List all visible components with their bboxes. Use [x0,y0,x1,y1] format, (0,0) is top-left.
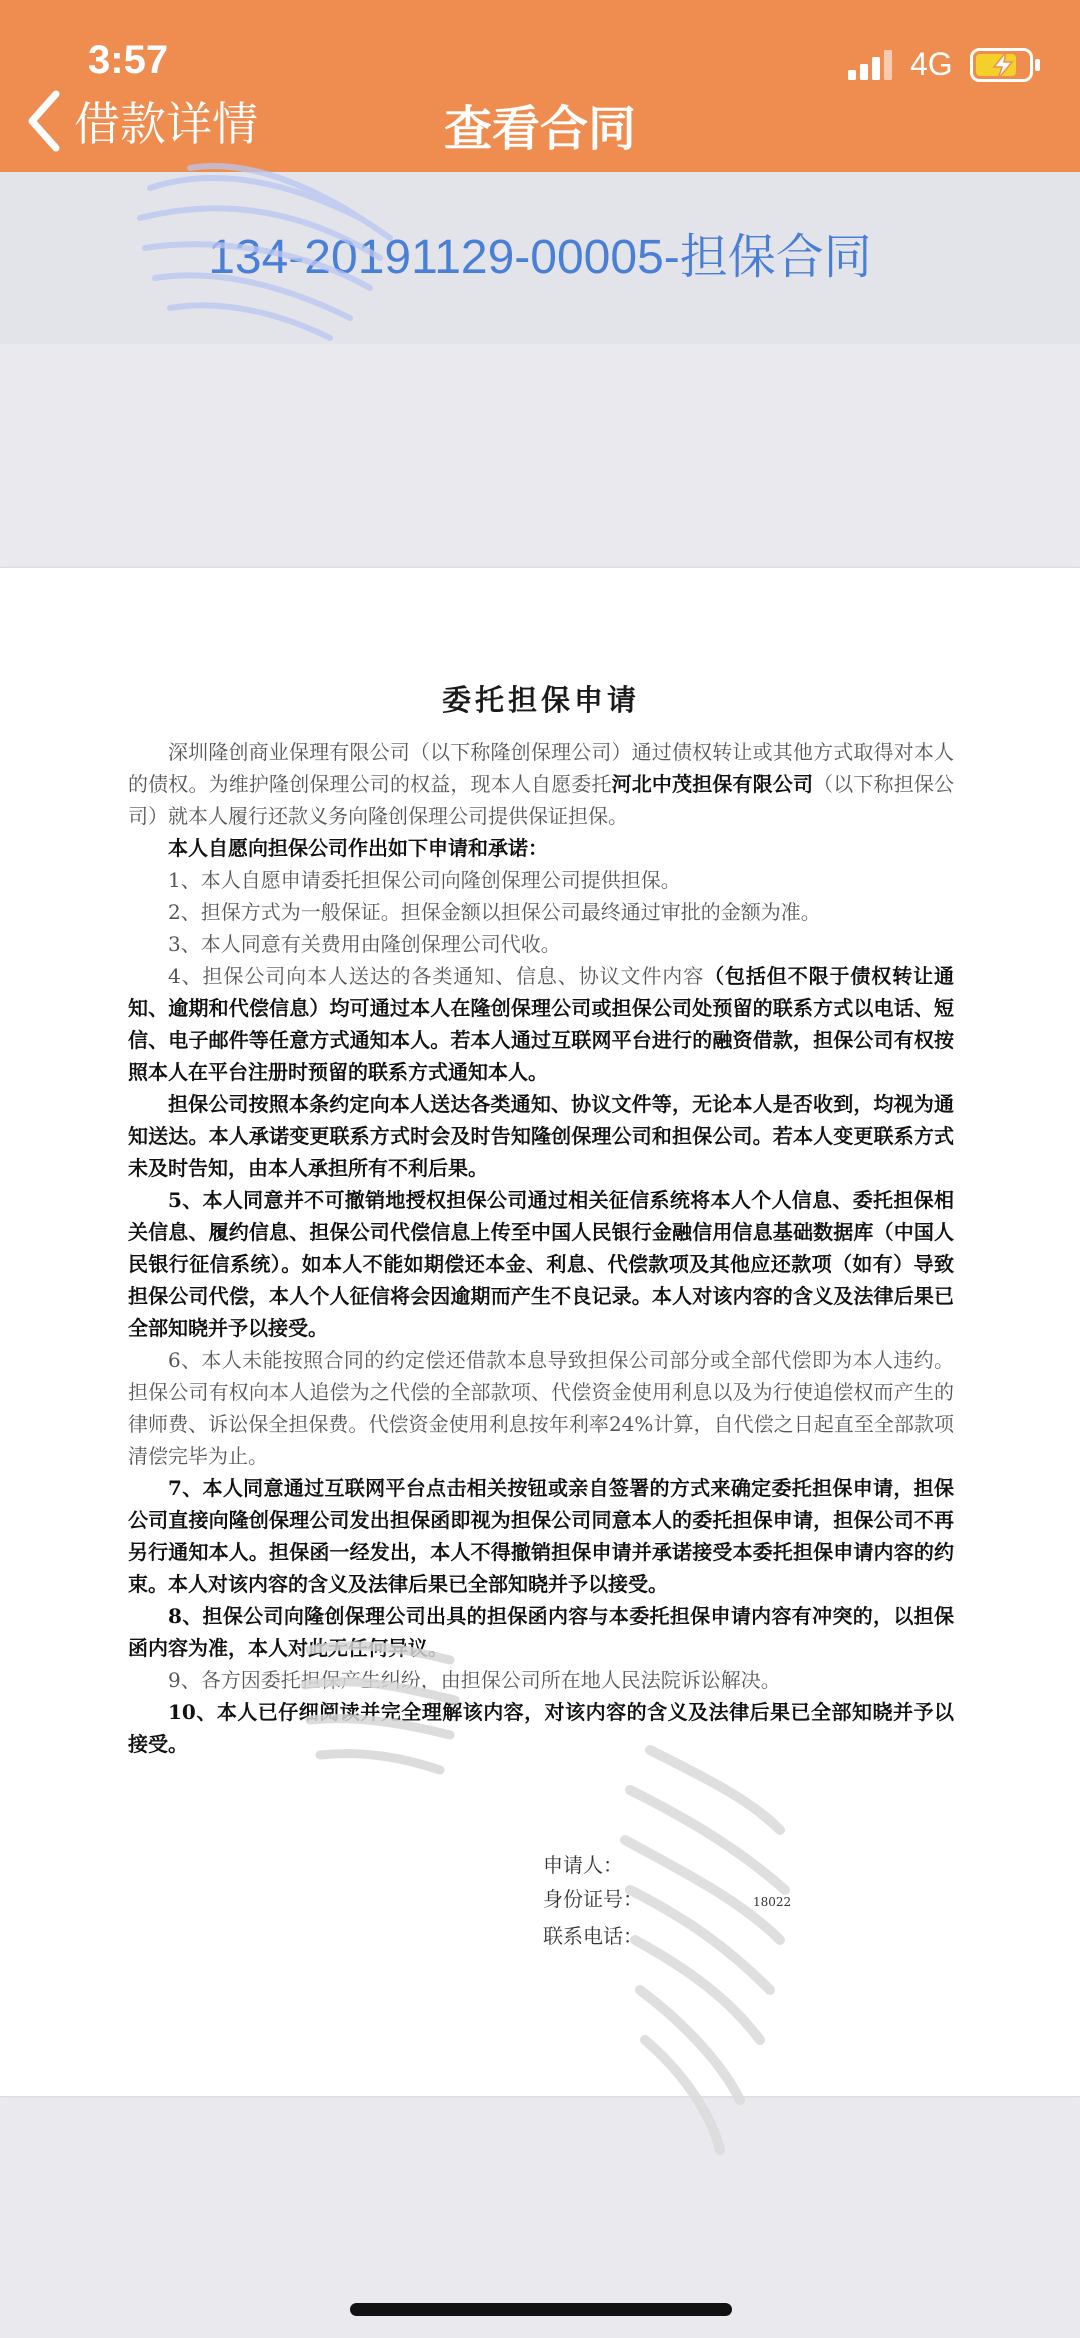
clause-5: 5、本人同意并不可撤销地授权担保公司通过相关征信系统将本人个人信息、委托担保相关信息、履约信息、担保公司代偿信息上传至中国人民银行金融信用信息基础数据库（中国人民银行征信系统）。如本人不能如期偿还本金、利息、代偿款项及其他应还款项（如有）导致担保公司代偿，本人个人征信将会因逾期而产生不良记录。本人对该内容的含义及法律后果已全部知晓并予以接受。 [128,1188,954,1340]
id-number-tail: 18022 [753,1895,792,1909]
back-label: 借款详情 [74,97,258,151]
document-heading: 委托担保申请 [441,683,640,717]
commitment-heading: 本人自愿向担保公司作出如下申请和承诺： [168,836,548,860]
clause-8: 8、担保公司向隆创保理公司出具的担保函内容与本委托担保申请内容有冲突的，以担保函内容为准，本人对此无任何异议。 [128,1604,954,1660]
clause-6: 6、本人未能按照合同的约定偿还借款本息导致担保公司部分或全部代偿即为本人违约。担保公司有权向本人追偿为之代偿的全部款项、代偿资金使用利息以及为行使追偿权而产生的律师费、诉讼保全担保费。代偿资金使用利息按年利率24%计算，自代偿之日起直至全部款项清偿完毕为止。 [128,1348,954,1468]
clause-4 [128,960,954,1088]
guarantor-name: 河北中茂担保有限公司 [611,772,814,796]
battery-charging-icon [970,48,1042,82]
clause-2: 2、担保方式为一般保证。担保金额以担保公司最终通过审批的金额为准。 [168,900,821,924]
page-title: 查看合同 [443,101,636,157]
intro-text-1: 深圳隆创商业保理有限公司（以下称隆创保理公司）通过债权转让或其他方式取得对本人的债权。为维护隆创保理公司的权益，现本人自愿委托 [128,740,954,796]
contract-document-page[interactable] [0,568,1080,2096]
intro-text-2: （以下称担保公司）就本人履行还款义务向隆创保理公司提供保证担保。 [128,772,955,828]
document-body [128,736,954,1760]
status-time: 3:57 [88,38,169,82]
applicant-label: 申请人： [543,1853,623,1877]
clause-10: 10、本人已仔细阅读并完全理解该内容，对该内容的含义及法律后果已全部知晓并予以接受。 [128,1700,954,1756]
clause-4-notice: 担保公司按照本条约定向本人送达各类通知、协议文件等，无论本人是否收到，均视为通知送达。本人承诺变更联系方式时会及时告知隆创保理公司和担保公司。若本人变更联系方式未及时告知，由本人承担所有不利后果。 [128,1092,954,1180]
redaction-scribble [620,1740,790,2160]
clause-3: 3、本人同意有关费用由隆创保理公司代收。 [168,932,561,956]
clause-7: 7、本人同意通过互联网平台点击相关按钮或亲自签署的方式来确定委托担保申请，担保公司直接向隆创保理公司发出担保函即视为担保公司同意本人的委托担保申请，担保公司不再另行通知本人。担保函一经发出，本人不得撤销担保申请并承诺接受本委托担保申请内容的约束。本人对该内容的含义及法律后果已全部知晓并予以接受。 [128,1476,954,1596]
nav-bar [0,0,1080,172]
contact-label: 联系电话： [543,1924,643,1948]
clause-9: 9、各方因委托担保产生纠纷，由担保公司所在地人民法院诉讼解决。 [168,1668,781,1692]
redaction-scribble [130,148,400,348]
network-type: 4G [910,46,953,82]
redaction-scribble [300,1630,460,1790]
clause-1: 1、本人自愿申请委托担保公司向隆创保理公司提供担保。 [168,868,681,892]
contract-title: 134-20191129-00005-担保合同 [208,231,872,284]
intro-paragraph [128,736,954,832]
signal-icon [848,50,896,80]
clause-4-text: 4、担保公司向本人送达的各类通知、信息、协议文件内容 [168,964,705,988]
id-number-label: 身份证号： [543,1887,643,1911]
home-indicator[interactable] [350,2303,732,2316]
clause-4-bold: （包括但不限于债权转让通知、逾期和代偿信息）均可通过本人在隆创保理公司或担保公司处预留的联系方式以电话、短信、电子邮件等任意方式通知本人。若本人通过互联网平台进行的融资借款，担保公司有权按照本人在平台注册时预留的联系方式通知本人。 [128,964,954,1084]
